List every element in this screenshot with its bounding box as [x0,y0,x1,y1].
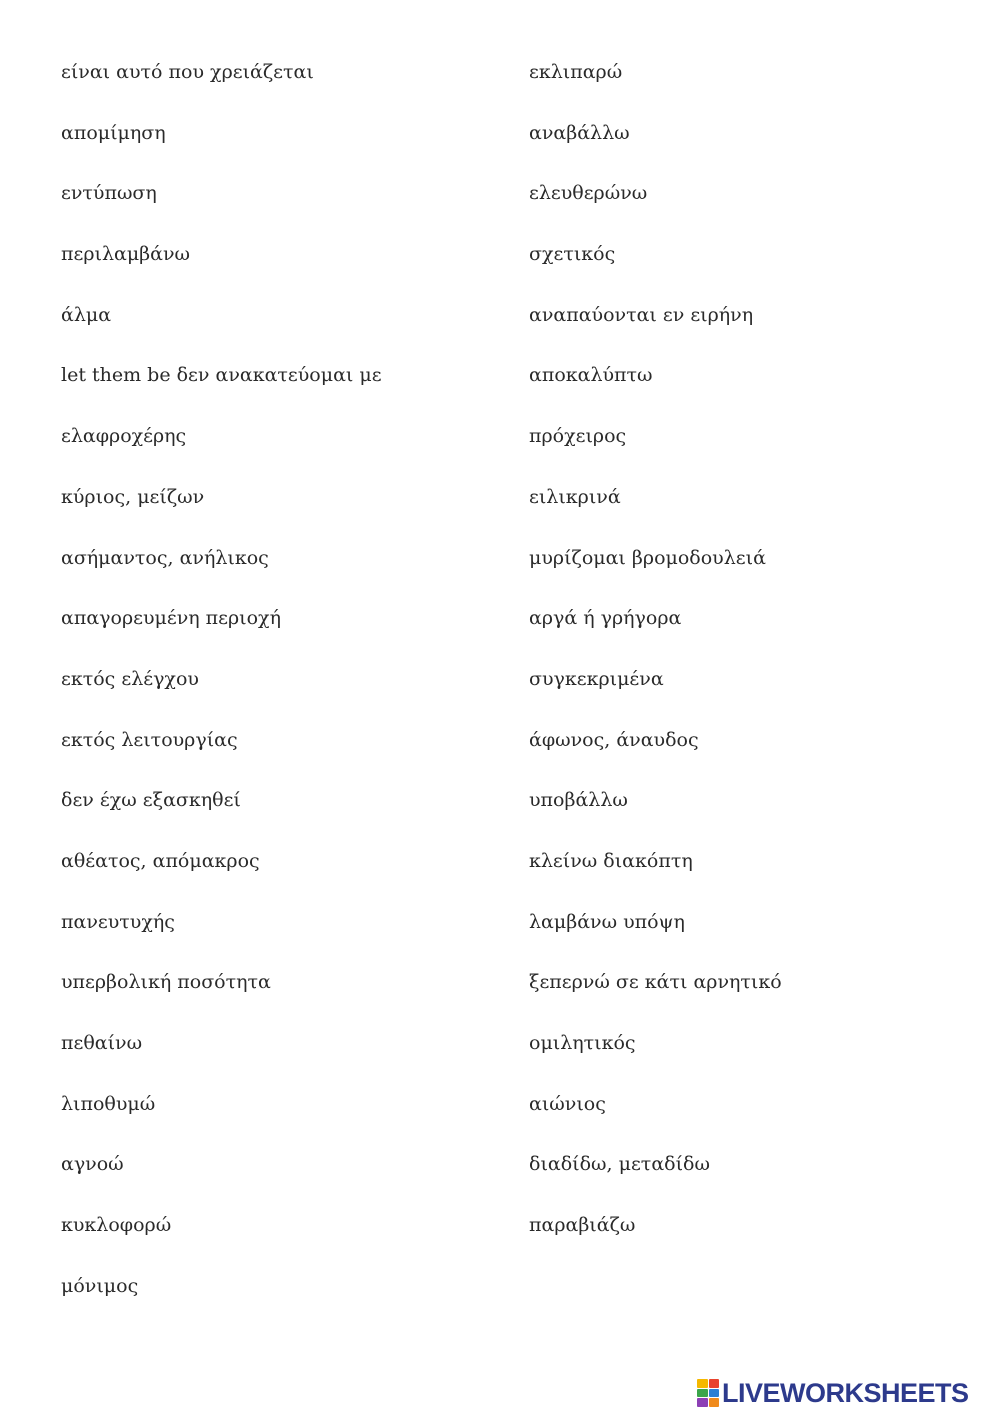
word-item: είναι αυτό που χρειάζεται [61,61,314,83]
word-item: ελαφροχέρης [61,425,187,448]
word-item: υπερβολική ποσότητα [61,971,271,994]
word-item: ελευθερώνω [529,182,648,205]
logo-block [697,1398,708,1407]
word-item: περιλαμβάνω [61,243,191,266]
word-item: αποκαλύπτω [529,364,653,387]
word-item: απαγορευμένη περιοχή [61,607,281,630]
word-item: ξεπερνώ σε κάτι αρνητικό [529,971,782,994]
word-item: let them be δεν ανακατεύομαι με [61,364,382,387]
liveworksheets-logo [697,1378,969,1408]
word-item: κυκλοφορώ [61,1214,172,1237]
logo-block [709,1379,720,1388]
word-item: εκτός ελέγχου [61,667,199,690]
word-item: υποβάλλω [529,789,628,812]
logo-block [709,1398,720,1407]
word-item: συγκεκριμένα [529,667,664,690]
word-item: ομιλητικός [529,1032,636,1054]
logo-block [697,1379,708,1388]
word-item: κύριος, μείζων [61,485,205,508]
word-item: διαδίδω, μεταδίδω [529,1153,710,1176]
word-item: μόνιμος [61,1274,139,1297]
logo-block [709,1389,720,1398]
word-item: αναπαύονται εν ειρήνη [529,303,754,326]
logo-block [697,1389,708,1398]
word-item: πανευτυχής [61,910,175,933]
word-item: πεθαίνω [61,1032,143,1054]
word-item: αγνοώ [61,1153,124,1176]
word-item: εκλιπαρώ [529,61,623,83]
word-item: πρόχειρος [529,425,627,448]
word-item: εκτός λειτουργίας [61,728,238,751]
word-item: αιώνιος [529,1092,606,1115]
word-item: αθέατος, απόμακρος [61,849,260,872]
word-item: λαμβάνω υπόψη [529,910,685,933]
word-item: δεν έχω εξασκηθεί [61,789,241,812]
word-item: μυρίζομαι βρομοδουλειά [529,546,766,569]
word-item: άφωνος, άναυδος [529,728,699,751]
left-word-column [61,58,501,1332]
word-item: ειλικρινά [529,485,621,508]
word-item: εντύπωση [61,182,157,205]
word-item: σχετικός [529,243,616,266]
word-item: αργά ή γρήγορα [529,607,682,630]
right-word-column [529,58,969,1272]
liveworksheets-logo-icon [697,1379,719,1407]
word-item: απομίμηση [61,121,166,144]
word-item: ασήμαντος, ανήλικος [61,546,269,569]
word-item: άλμα [61,303,112,326]
word-item: λιποθυμώ [61,1092,156,1115]
word-item: κλείνω διακόπτη [529,849,693,872]
logo-text: LIVEWORKSHEETS [722,1377,969,1408]
word-item: αναβάλλω [529,121,630,144]
word-item: παραβιάζω [529,1214,636,1237]
